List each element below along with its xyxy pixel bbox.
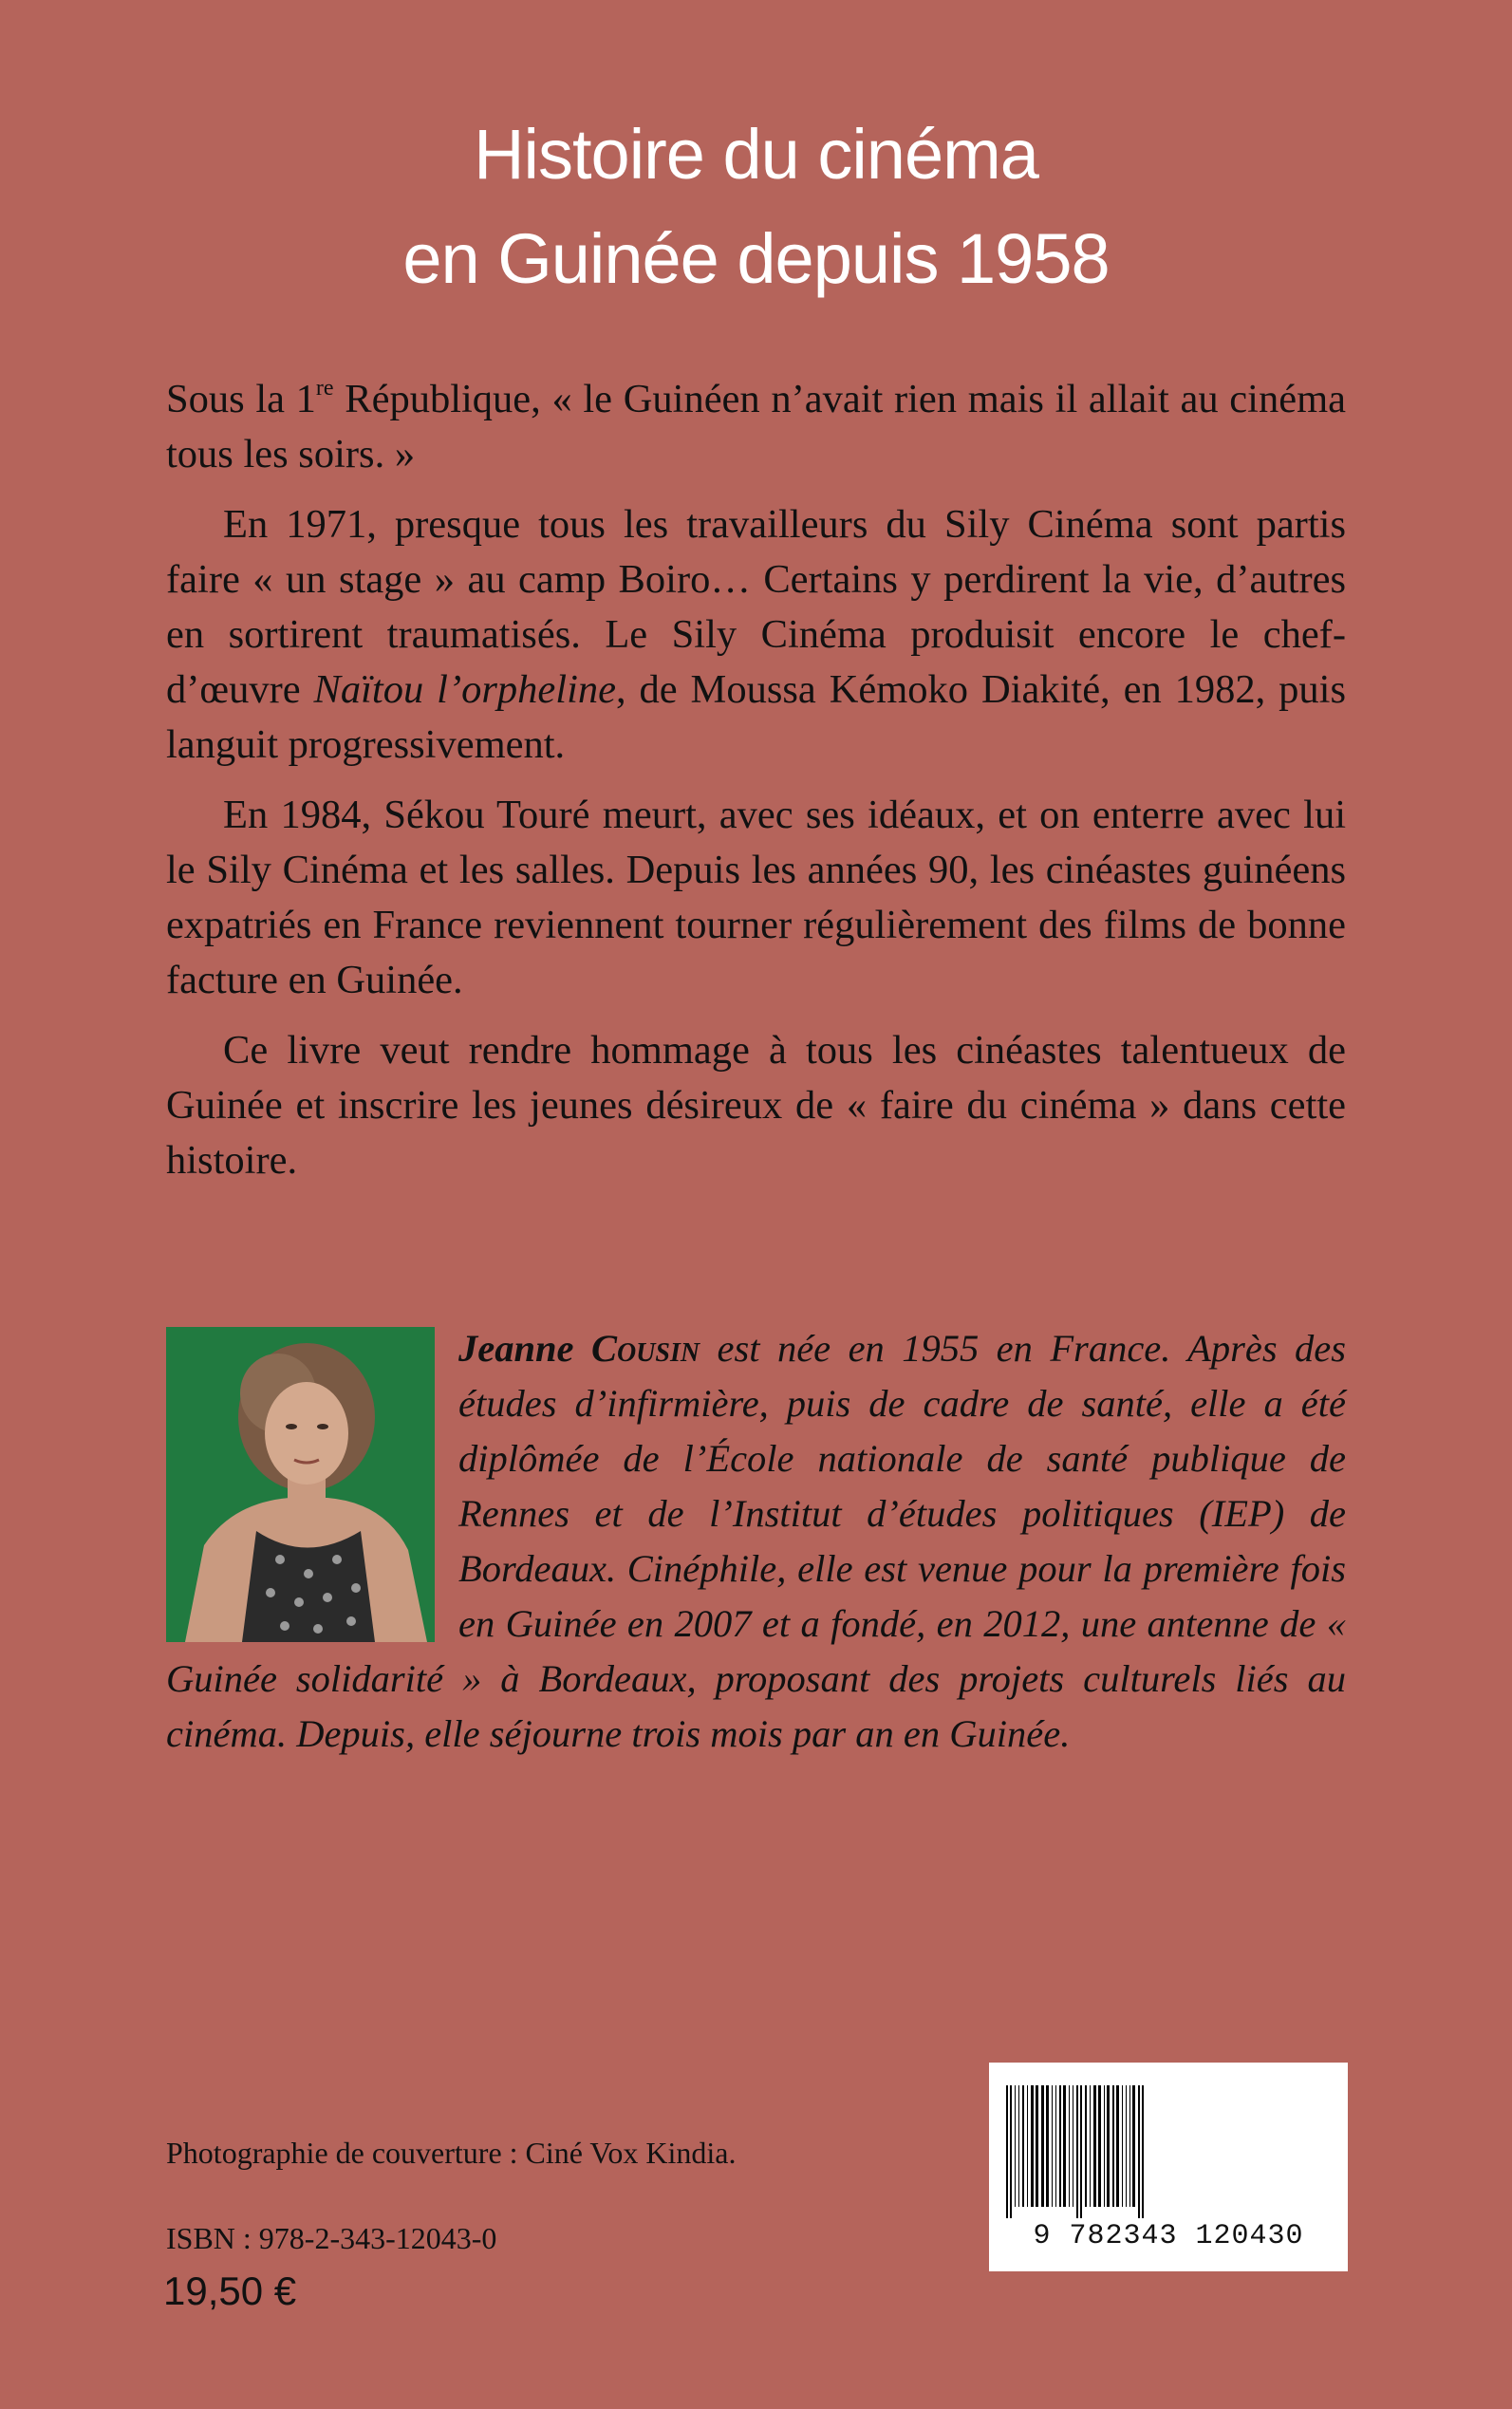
- summary-p2-end: , de Moussa Kémoko Diakité, en 1982, puis languit progressivement.: [166, 667, 1346, 767]
- isbn: ISBN : 978-2-343-12043-0: [166, 2221, 497, 2255]
- barcode-bar: [1090, 2085, 1091, 2207]
- author-surname: Cousin: [590, 1327, 700, 1370]
- barcode-bar: [1076, 2085, 1078, 2218]
- barcode-bar: [1031, 2085, 1034, 2207]
- barcode-bar: [1027, 2085, 1028, 2207]
- barcode-bar: [1069, 2085, 1070, 2207]
- barcode-bar: [1015, 2085, 1016, 2207]
- summary-p2-start: En 1971, presque tous les travailleurs du Sily Cinéma sont partis faire « un stage » au camp Boiro… Certains y perdirent la vie, d’autres en sortirent traumatisés. Le Sily Cinéma produisit encore le chef-d’œuvre: [166, 502, 1346, 712]
- barcode-bar: [1122, 2085, 1123, 2207]
- author-name: [458, 1327, 700, 1370]
- barcode-bar: [1022, 2085, 1024, 2207]
- summary-p1-end: République, « le Guinéen n’avait rien mais il allait au cinéma tous les soirs. »: [166, 377, 1346, 476]
- back-cover-summary: [166, 372, 1346, 1204]
- barcode-bars: [1002, 2085, 1335, 2218]
- summary-paragraph-4: Ce livre veut rendre hommage à tous les cinéastes talentueux de Guinée et inscrire les jeunes désireux de « faire du cinéma » dans cette histoire.: [166, 1028, 1346, 1183]
- barcode-bar: [1059, 2085, 1061, 2207]
- photo-credit: Photographie de couverture : Ciné Vox Kindia.: [166, 2136, 737, 2170]
- title-line-1: Histoire du cinéma: [474, 115, 1038, 194]
- summary-paragraph-3: En 1984, Sékou Touré meurt, avec ses idéaux, et on enterre avec lui le Sily Cinéma et les salles. Depuis les années 90, les cinéastes guinéens expatriés en France reviennent tourner régulièrement des films de bonne facture en Guinée.: [166, 793, 1346, 1002]
- barcode-bar: [1006, 2085, 1008, 2218]
- author-bio: [166, 1321, 1346, 1762]
- barcode-bar: [1018, 2085, 1019, 2207]
- ordinal-superscript: re: [315, 376, 334, 401]
- barcode-bar: [1041, 2085, 1044, 2207]
- barcode-bar: [1093, 2085, 1096, 2207]
- summary-paragraph-1: [166, 372, 1346, 482]
- summary-paragraph-2: [166, 497, 1346, 773]
- barcode-bar: [1132, 2085, 1135, 2207]
- barcode-bar: [1055, 2085, 1056, 2207]
- author-first-name: Jeanne: [458, 1327, 591, 1370]
- barcode: [989, 2063, 1348, 2271]
- barcode-bar: [1138, 2085, 1140, 2218]
- photo-spacer: [166, 1321, 458, 1644]
- book-title: [0, 103, 1512, 311]
- film-title: Naïtou l’orpheline: [313, 667, 616, 712]
- title-line-2: en Guinée depuis 1958: [402, 219, 1110, 298]
- barcode-bar: [1098, 2085, 1101, 2207]
- barcode-bar: [1085, 2085, 1087, 2207]
- barcode-digits: 9 782343 120430: [1033, 2220, 1304, 2252]
- barcode-bar: [1046, 2085, 1049, 2207]
- barcode-bar: [1129, 2085, 1130, 2207]
- price: 19,50 €: [163, 2269, 297, 2313]
- barcode-bar: [1116, 2085, 1119, 2207]
- barcode-bar: [1107, 2085, 1110, 2207]
- summary-p1-start: Sous la 1: [166, 377, 316, 421]
- barcode-bar: [1010, 2085, 1012, 2218]
- author-bio-text: est née en 1955 en France. Après des études d’infirmière, puis de cadre de santé, elle a été diplômée de l’École nationale de santé publique de Rennes et de l’Institut d’études politiques (IEP) de Bordeaux. Cinéphile, elle est venue pour la première fois en Guinée en 2007 et a fondé, en 2012, une antenne de « Guinée solidarité » à Bordeaux, proposant des projets culturels liés au cinéma. Depuis, elle séjourne trois mois par an en Guinée.: [166, 1327, 1346, 1755]
- barcode-bar: [1104, 2085, 1105, 2207]
- barcode-bar: [1142, 2085, 1144, 2218]
- barcode-bar: [1080, 2085, 1082, 2218]
- barcode-bar: [1052, 2085, 1053, 2207]
- barcode-bar: [1063, 2085, 1066, 2207]
- barcode-bar: [1036, 2085, 1038, 2207]
- barcode-bar: [1126, 2085, 1127, 2207]
- barcode-bar: [1112, 2085, 1114, 2207]
